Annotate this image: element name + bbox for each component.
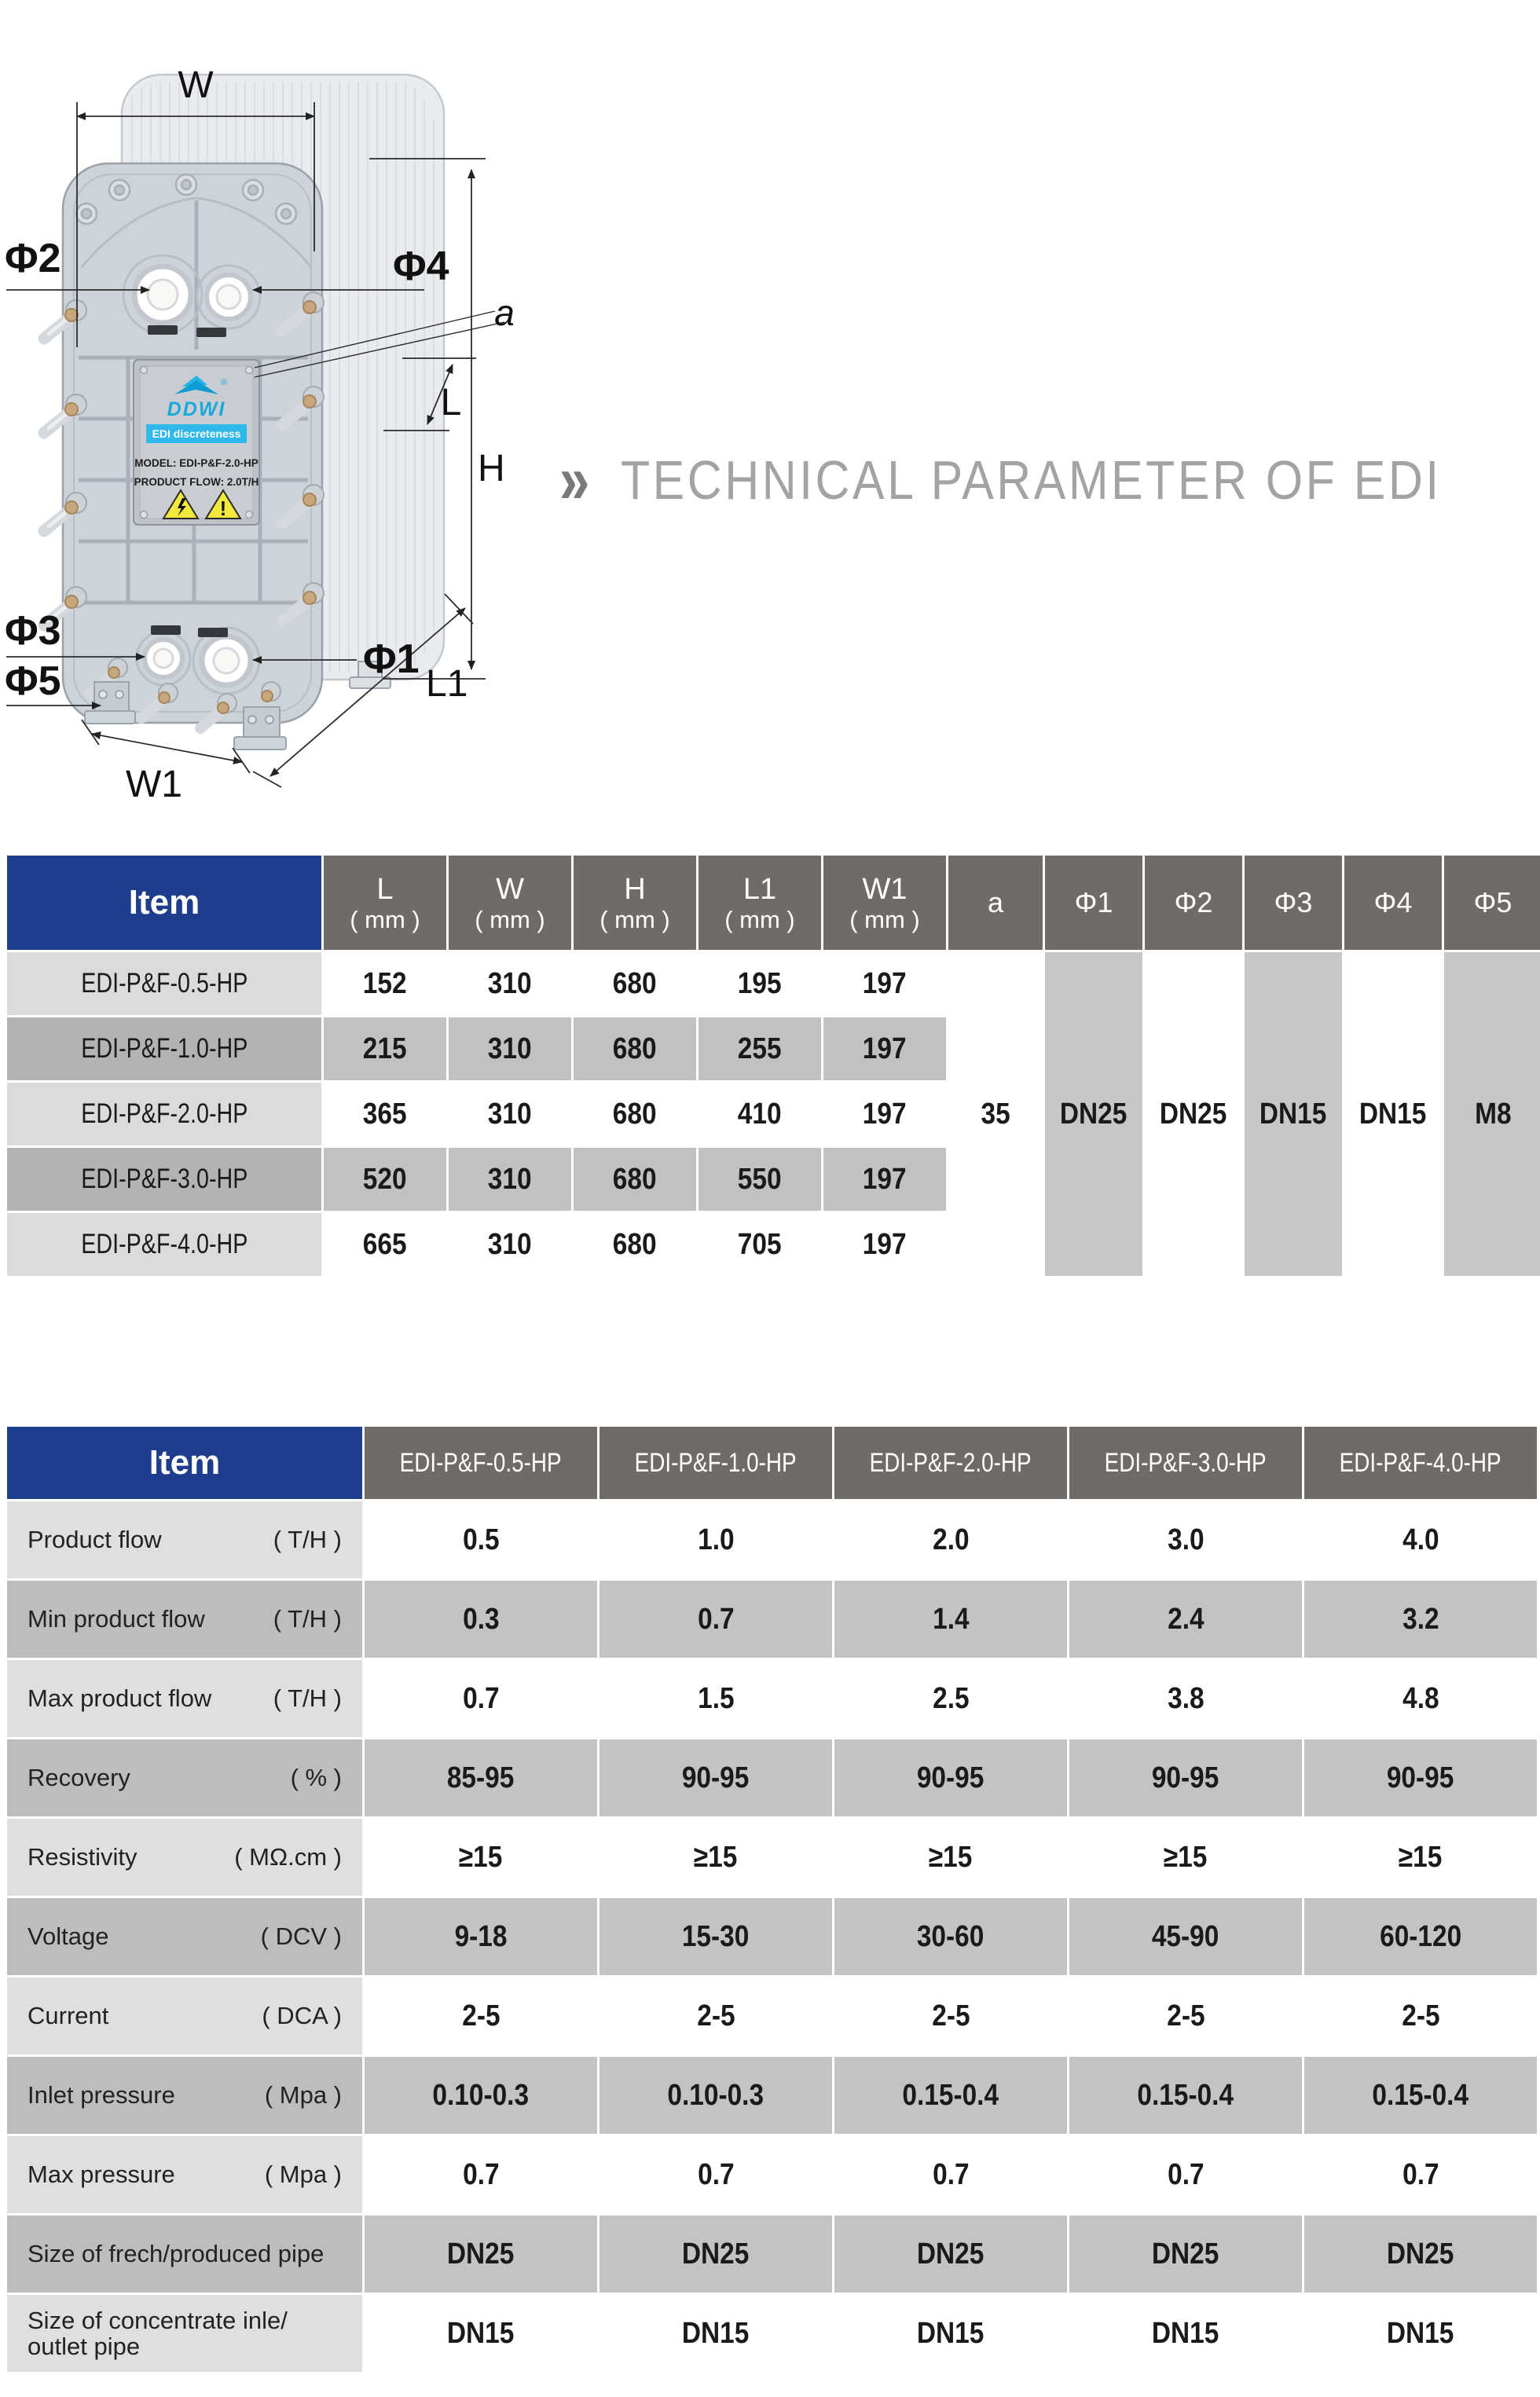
t1-value-cell [449,1213,571,1276]
t2-label-text: Resistivity [28,1843,138,1871]
t2-value-text: 2.0 [932,1523,970,1556]
t2-value-text: 4.8 [1402,1681,1439,1715]
t2-value-text: 0.7 [1402,2157,1439,2191]
t1-header-item: Item [7,856,321,950]
t1-merged-phi2 [1145,952,1242,1276]
t1-merged-a [948,952,1043,1276]
t2-value-text: 60-120 [1379,1919,1462,1953]
t2-label-text: Recovery [28,1764,130,1792]
t1-header-phi3: Φ3 [1245,856,1342,950]
t2-row [7,1977,1537,2054]
t1-value-text: 550 [738,1162,782,1196]
t1-value-cell [698,952,821,1015]
t2-value-text: DN25 [1387,2237,1454,2271]
t2-value-text: ≥15 [459,1840,503,1874]
t2-value-text: ≥15 [694,1840,738,1874]
bottom-port-left [137,632,190,685]
t1-value-cell [324,1083,446,1145]
t1-merged-phi4 [1344,952,1442,1276]
t2-label-text: Product flow [28,1526,162,1554]
t2-label-line1: Size of concentrate inle/ [28,2306,288,2334]
t2-value-text: 2-5 [696,1999,735,2032]
port-nameplate [151,625,181,635]
t2-value-text: ≥15 [1164,1840,1208,1874]
t1-value-cell [324,952,446,1015]
t2-value-cell [1069,1739,1302,1816]
t2-value-cell [600,1977,832,2054]
t2-value-text: 90-95 [1152,1761,1219,1794]
t2-value-cell [600,1898,832,1975]
t2-value-cell [1304,2057,1537,2134]
brand-name: DDWI [167,398,226,420]
t2-value-text: DN25 [447,2237,515,2271]
t2-value-cell [834,1739,1067,1816]
t2-label-text: Min product flow [28,1605,205,1633]
t2-unit-text: ( MΩ.cm ) [234,1843,342,1871]
t1-value-cell [823,1213,946,1276]
t1-value-cell [449,1148,571,1211]
t2-row [7,2057,1537,2134]
t2-value-text: 2.5 [932,1681,970,1715]
t1-value-cell [698,1148,821,1211]
t2-value-cell [600,1660,832,1737]
t2-value-text: DN15 [682,2316,750,2350]
t1-header-w1 [823,856,946,950]
t2-value-text: DN15 [1152,2316,1219,2350]
t2-value-cell [1069,2216,1302,2293]
t2-value-cell [600,2057,832,2134]
t2-value-cell [1304,1739,1537,1816]
t2-value-text: ≥15 [929,1840,973,1874]
t2-value-text: 3.0 [1167,1523,1204,1556]
t2-value-cell [600,1581,832,1658]
plate-tagline: EDI discreteness [152,427,241,440]
t2-value-text: 0.10-0.3 [432,2078,530,2112]
t1-item-text: EDI-P&F-4.0-HP [80,1229,248,1259]
dim-label-h: H [478,448,505,489]
t2-unit-text: ( DCV ) [260,1922,342,1951]
t1-value-text: 197 [863,966,907,1000]
t1-header-phi5: Φ5 [1444,856,1540,950]
t2-unit-text: ( Mpa ) [264,2081,342,2109]
t1-value-text: 197 [863,1162,907,1196]
t1-merged-text: DN15 [1260,1097,1327,1131]
t2-value-text: 90-95 [917,1761,984,1794]
t1-value-text: 310 [488,1032,532,1065]
dim-label-l: L [440,382,462,423]
t2-value-cell [365,2295,597,2372]
double-chevron-icon: » [559,442,590,518]
t2-value-cell [834,1898,1067,1975]
t1-value-cell [574,1213,696,1276]
t2-value-cell [1304,1501,1537,1578]
port-nameplate [148,325,178,335]
section-title [559,442,1540,518]
t2-value-text: 90-95 [682,1761,750,1794]
t2-value-cell [1069,2057,1302,2134]
t1-value-text: 520 [363,1162,407,1196]
t1-header-h [574,856,696,950]
label-plate [134,360,259,525]
t2-value-text: 0.7 [462,2157,500,2191]
t1-item-cell [7,1213,321,1276]
t2-value-cell [1304,2295,1537,2372]
t2-label-text [28,2307,288,2360]
t1-item-cell [7,1148,321,1211]
t2-value-text: DN15 [447,2316,515,2350]
t1-value-cell [324,1213,446,1276]
t1-value-text: 152 [363,966,407,1000]
t1-value-cell [449,1083,571,1145]
t2-value-cell [1069,2136,1302,2213]
svg-text:!: ! [219,497,227,520]
t2-value-text: 0.7 [932,2157,970,2191]
t2-value-cell [1069,1977,1302,2054]
t1-value-cell [823,952,946,1015]
t2-label-cell [7,1581,362,1658]
t1-header-row [7,856,1540,950]
t2-value-cell [600,1501,832,1578]
t1-item-cell [7,1083,321,1145]
dim-label-l1: L1 [426,663,468,705]
t2-model-text: EDI-P&F-3.0-HP [1104,1447,1267,1478]
dim-label-w1: W1 [126,764,182,805]
t1-value-cell [823,1148,946,1211]
t2-header-model [600,1427,832,1499]
t1-value-text: 705 [738,1227,782,1261]
t1-header-w-unit: ( mm ) [475,905,545,933]
t1-header-l-unit: ( mm ) [350,905,420,933]
t2-value-text: 0.15-0.4 [1372,2078,1469,2112]
t2-value-cell [365,1660,597,1737]
t1-value-text: 310 [488,1097,532,1131]
t2-value-cell [365,2057,597,2134]
t2-label-cell [7,1660,362,1737]
t2-value-text: DN15 [917,2316,984,2350]
t2-value-text: 2-5 [1166,1999,1205,2032]
t2-label-cell [7,2295,362,2372]
t2-label-text: Inlet pressure [28,2081,175,2109]
t2-value-cell [1304,1819,1537,1896]
dim-label-a: a [494,292,515,333]
t2-header-model [834,1427,1067,1499]
plate-model-line: MODEL: EDI-P&F-2.0-HP [134,457,258,469]
t2-header-model [365,1427,597,1499]
t2-label-cell [7,1977,362,2054]
t2-label-text: Voltage [28,1922,109,1951]
t1-value-text: 665 [363,1227,407,1261]
t1-value-text: 197 [863,1227,907,1261]
section-title-text: TECHNICAL PARAMETER OF EDI [620,449,1442,511]
dim-label-phi3: Φ3 [5,608,61,654]
t2-value-text: 0.15-0.4 [902,2078,999,2112]
t1-merged-text: 35 [981,1097,1010,1131]
t1-value-cell [574,1148,696,1211]
t2-label-cell [7,1501,362,1578]
top-port-left [123,255,202,334]
t1-item-text: EDI-P&F-1.0-HP [80,1033,248,1064]
bottom-port-right [193,628,259,694]
t1-value-text: 310 [488,1227,532,1261]
t1-value-text: 195 [738,966,782,1000]
t2-row [7,2216,1537,2293]
t2-value-cell [1069,1898,1302,1975]
t2-value-cell [600,2216,832,2293]
t2-value-text: 0.3 [462,1602,500,1636]
parameters-table [5,1424,1539,2374]
t2-value-cell [365,1581,597,1658]
t1-header-w [449,856,571,950]
t2-value-text: 0.15-0.4 [1137,2078,1234,2112]
plate-flow-line: PRODUCT FLOW: 2.0T/H [134,476,259,488]
t2-value-cell [1304,1977,1537,2054]
t2-label-text: Max pressure [28,2161,175,2189]
t2-header-model [1069,1427,1302,1499]
t2-label-cell [7,2216,362,2293]
t1-value-text: 410 [738,1097,782,1131]
t1-value-text: 310 [488,1162,532,1196]
t2-value-text: 4.0 [1402,1523,1439,1556]
t2-value-text: DN25 [1152,2237,1219,2271]
t2-value-cell [600,2295,832,2372]
t2-value-cell [365,2216,597,2293]
t2-value-text: 3.2 [1402,1602,1439,1636]
t1-value-cell [324,1017,446,1080]
t1-value-cell [698,1083,821,1145]
t2-value-cell [1304,1581,1537,1658]
t2-header-row [7,1427,1537,1499]
t2-value-cell [1069,2295,1302,2372]
t2-label-text: Current [28,2002,109,2030]
t2-value-text: 0.10-0.3 [667,2078,764,2112]
t2-value-text: DN25 [917,2237,984,2271]
t1-value-cell [823,1017,946,1080]
t2-unit-text: ( DCA ) [262,2002,342,2030]
t2-label-cell [7,1819,362,1896]
t1-header-l-letter: L [376,872,394,906]
t1-value-cell [449,1017,571,1080]
t2-value-cell [1304,1660,1537,1737]
t1-value-cell [574,952,696,1015]
t2-value-cell [1304,2136,1537,2213]
t2-value-text: 1.4 [932,1602,970,1636]
t1-value-text: 215 [363,1032,407,1065]
t2-label-cell [7,1898,362,1975]
brand-reg-mark: ® [220,378,228,387]
t2-value-text: 90-95 [1387,1761,1454,1794]
t2-row [7,1898,1537,1975]
t1-value-text: 680 [613,1097,657,1131]
t2-value-cell [365,1898,597,1975]
t1-merged-phi1 [1045,952,1142,1276]
dim-label-phi5: Φ5 [5,658,61,704]
t1-value-cell [574,1083,696,1145]
t1-item-text: EDI-P&F-3.0-HP [80,1164,248,1194]
t1-value-cell [324,1148,446,1211]
dimensions-table [5,853,1540,1278]
dim-label-phi4: Φ4 [393,244,449,289]
t2-value-text: 0.7 [697,1602,735,1636]
t2-value-cell [834,1819,1067,1896]
t1-header-w1-unit: ( mm ) [849,905,920,933]
t2-value-cell [600,1819,832,1896]
t1-value-text: 680 [613,1162,657,1196]
t1-merged-text: DN25 [1160,1097,1227,1131]
t1-value-cell [449,952,571,1015]
t2-row [7,1581,1537,1658]
port-nameplate [198,628,228,637]
t2-value-text: DN15 [1387,2316,1454,2350]
t2-value-cell [1069,1819,1302,1896]
t2-value-cell [365,1977,597,2054]
t2-value-cell [834,2216,1067,2293]
t1-header-w-letter: W [496,872,524,906]
t2-unit-text: ( Mpa ) [264,2161,342,2189]
t2-value-text: 2-5 [461,1999,500,2032]
t2-value-text: 30-60 [917,1919,984,1953]
t2-value-text: 0.7 [462,1681,500,1715]
t2-value-cell [834,1977,1067,2054]
t2-row [7,2136,1537,2213]
t2-value-cell [1069,1660,1302,1737]
t2-row [7,1819,1537,1896]
t2-value-text: 9-18 [454,1919,508,1953]
t2-header-model [1304,1427,1537,1499]
t2-value-cell [365,2136,597,2213]
t2-model-text: EDI-P&F-4.0-HP [1339,1447,1502,1478]
t2-value-cell [834,1660,1067,1737]
t1-value-cell [823,1083,946,1145]
t1-value-cell [698,1017,821,1080]
t1-header-phi2: Φ2 [1145,856,1242,950]
edi-module-svg [0,0,550,833]
t2-value-text: 0.7 [1167,2157,1204,2191]
t1-item-cell [7,952,321,1015]
t2-value-cell [834,1501,1067,1578]
t1-value-text: 197 [863,1097,907,1131]
t2-row [7,1660,1537,1737]
dim-label-phi2: Φ2 [5,236,61,281]
t2-unit-text: ( T/H ) [273,1526,342,1554]
t2-unit-text: ( T/H ) [273,1605,342,1633]
t2-label-cell [7,1739,362,1816]
t1-header-l1-unit: ( mm ) [724,905,795,933]
dim-label-w: W [178,64,214,106]
t2-unit-text: ( % ) [290,1764,342,1792]
t2-value-cell [365,1819,597,1896]
t1-value-text: 197 [863,1032,907,1065]
t2-model-text: EDI-P&F-1.0-HP [634,1447,798,1478]
t2-row [7,1501,1537,1578]
t2-label-line2: outlet pipe [28,2333,141,2360]
t2-value-text: 2-5 [1401,1999,1440,2032]
t1-header-w1-letter: W1 [862,872,908,906]
t2-value-cell [1069,1501,1302,1578]
port-nameplate [196,328,226,337]
t2-value-cell [834,1581,1067,1658]
t2-value-cell [365,1739,597,1816]
t2-value-cell [1069,1581,1302,1658]
t1-header-l1 [698,856,821,950]
t1-value-text: 310 [488,966,532,1000]
t2-value-text: 85-95 [447,1761,515,1794]
t1-item-text: EDI-P&F-2.0-HP [80,1098,248,1129]
t1-header-phi4: Φ4 [1344,856,1442,950]
t2-model-text: EDI-P&F-0.5-HP [399,1447,563,1478]
t2-value-text: 15-30 [682,1919,750,1953]
dim-label-phi1: Φ1 [363,636,420,682]
t2-row [7,1739,1537,1816]
t1-value-text: 680 [613,966,657,1000]
t2-header-item: Item [7,1427,362,1499]
t1-value-cell [574,1017,696,1080]
t2-label-text: Max product flow [28,1684,212,1713]
t2-value-text: 0.5 [462,1523,500,1556]
t1-header-l [324,856,446,950]
t2-value-cell [834,2295,1067,2372]
t2-label-cell [7,2136,362,2213]
t1-value-text: 680 [613,1032,657,1065]
t1-header-l1-letter: L1 [742,872,777,906]
t1-merged-phi3 [1245,952,1342,1276]
t2-row [7,2295,1537,2372]
t1-value-text: 365 [363,1097,407,1131]
t2-value-cell [600,2136,832,2213]
t2-value-cell [834,2057,1067,2134]
t2-model-text: EDI-P&F-2.0-HP [869,1447,1032,1478]
t2-value-cell [834,2136,1067,2213]
t1-merged-text: M8 [1474,1097,1512,1131]
t1-item-cell [7,1017,321,1080]
t2-label-cell [7,2057,362,2134]
edi-module-drawing [0,0,550,833]
t2-value-text: 2.4 [1167,1602,1204,1636]
t1-row [7,952,1540,1015]
t1-merged-text: DN15 [1359,1097,1427,1131]
t2-value-text: 2-5 [931,1999,970,2032]
t2-value-text: 3.8 [1167,1681,1204,1715]
t2-value-text: 45-90 [1152,1919,1219,1953]
top-port-right [197,266,260,328]
t1-value-text: 255 [738,1032,782,1065]
t2-value-text: 0.7 [697,2157,735,2191]
t1-header-phi1: Φ1 [1045,856,1142,950]
t1-header-h-unit: ( mm ) [600,905,670,933]
t2-value-text: DN25 [682,2237,750,2271]
t2-value-cell [600,1739,832,1816]
t2-unit-text: ( T/H ) [273,1684,342,1713]
t1-header-h-letter: H [624,872,646,906]
t1-merged-text: DN25 [1060,1097,1128,1131]
t1-header-a: a [948,856,1043,950]
t1-merged-phi5 [1444,952,1540,1276]
t2-value-text: 1.0 [697,1523,735,1556]
t1-value-cell [698,1213,821,1276]
t2-value-text: ≥15 [1399,1840,1443,1874]
t1-item-text: EDI-P&F-0.5-HP [80,968,248,999]
t1-value-text: 680 [613,1227,657,1261]
t2-label-text: Size of frech/produced pipe [28,2240,324,2268]
t2-value-cell [1304,2216,1537,2293]
t2-value-cell [365,1501,597,1578]
t2-value-text: 1.5 [697,1681,735,1715]
t2-value-cell [1304,1898,1537,1975]
